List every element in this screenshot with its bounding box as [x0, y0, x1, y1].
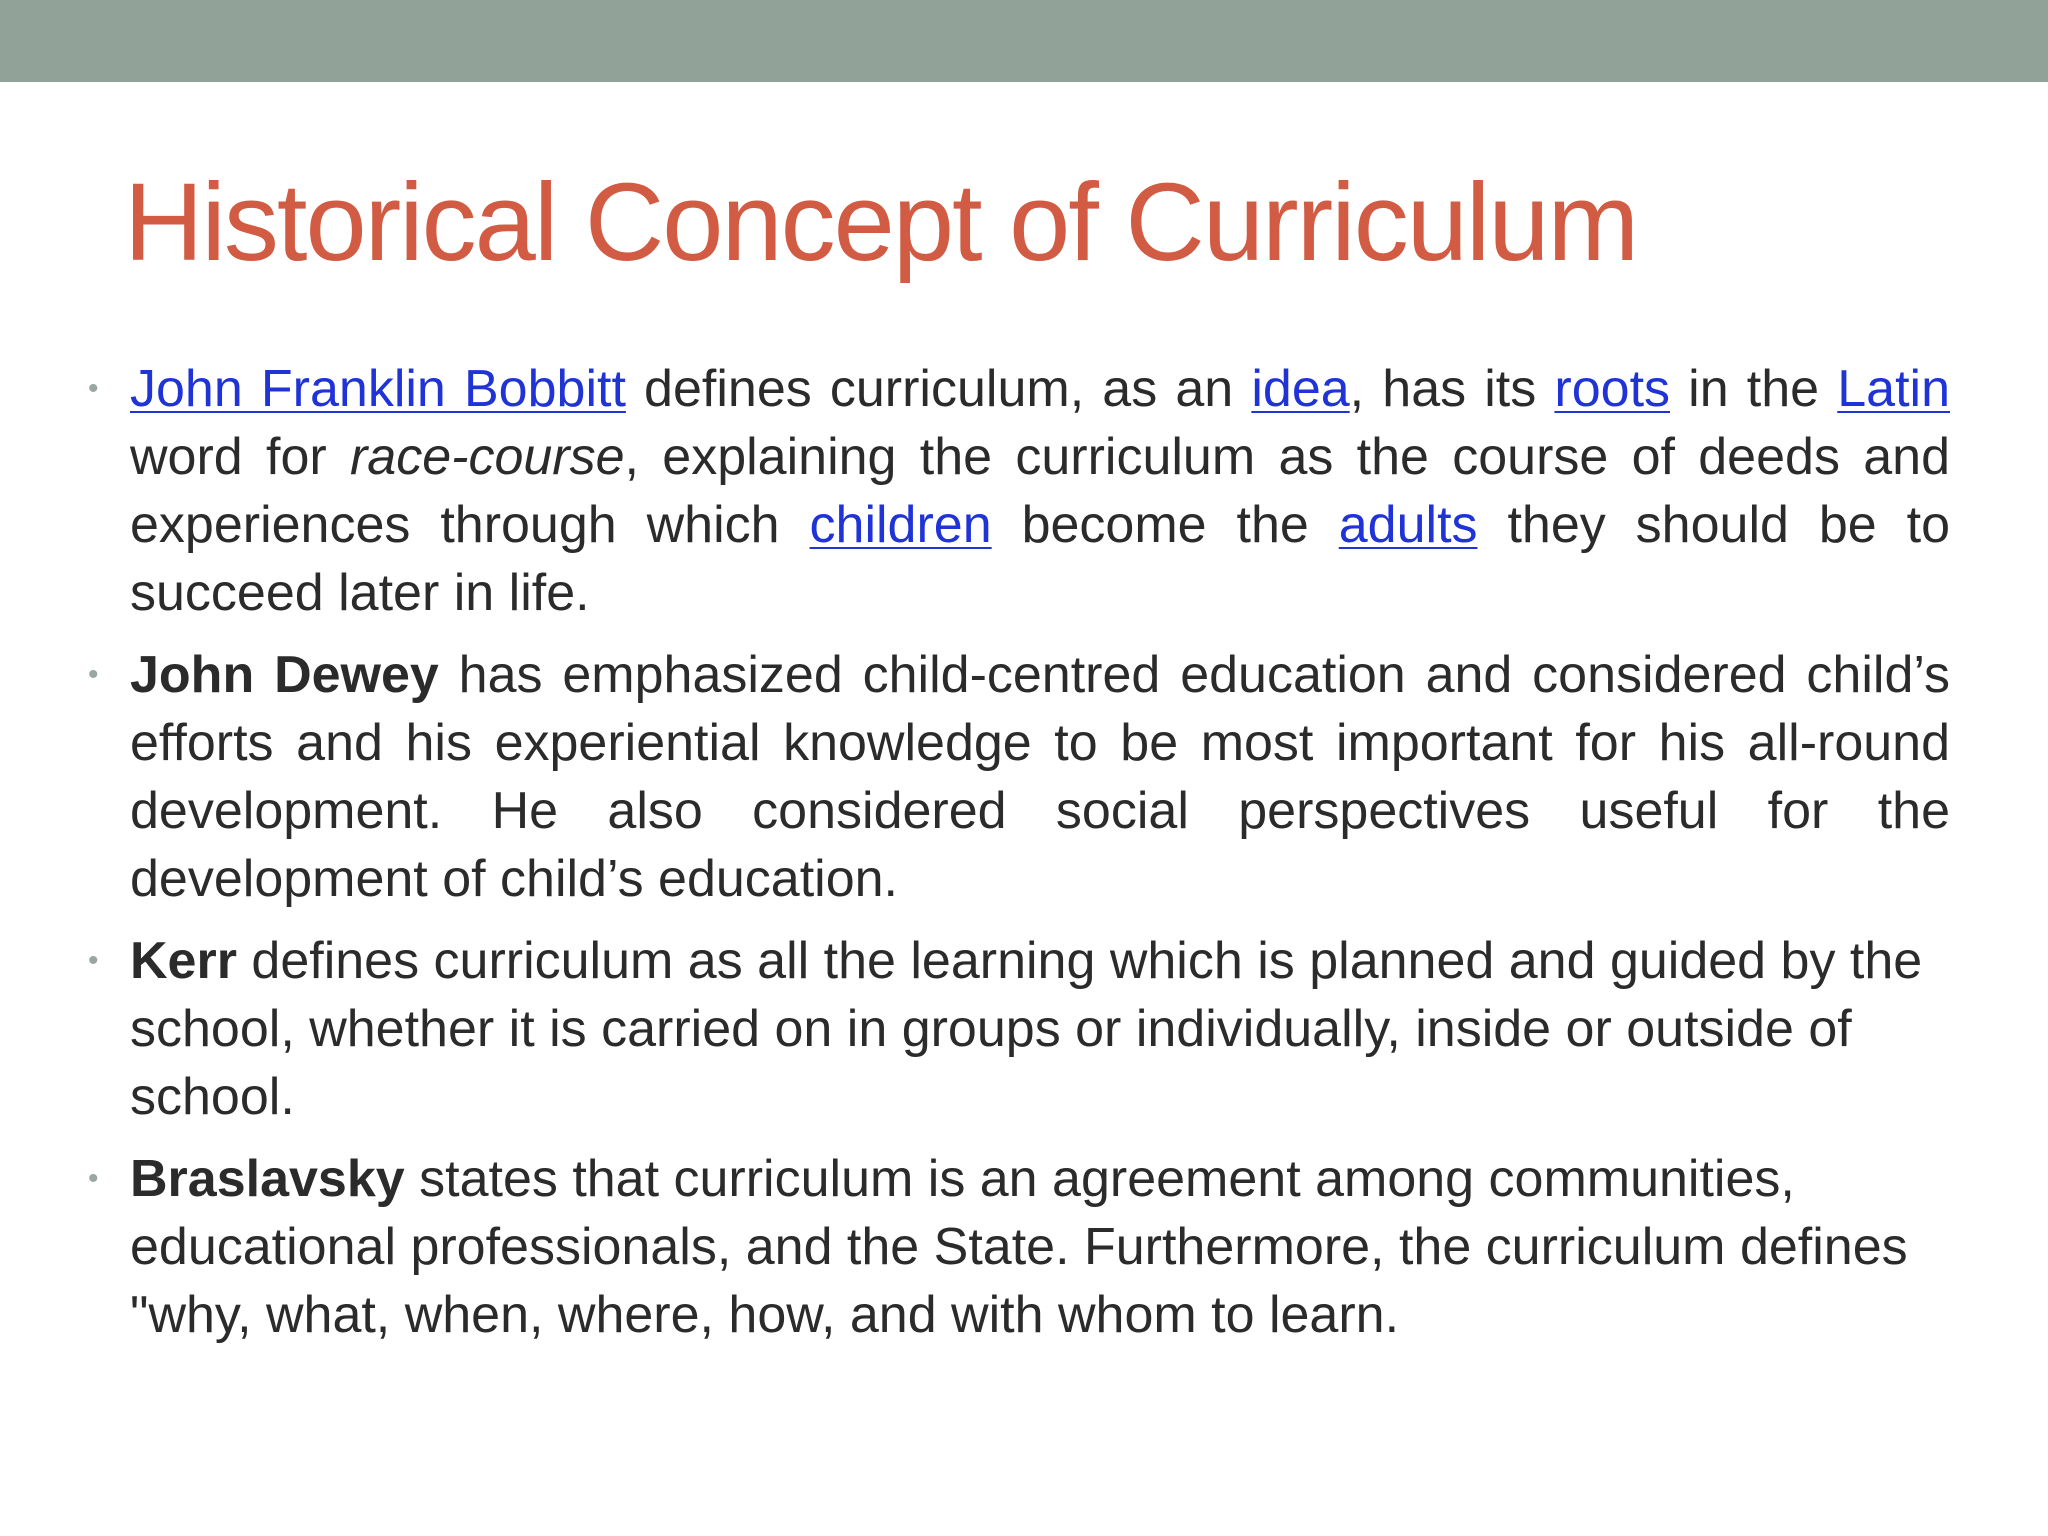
link-roots[interactable]: roots: [1554, 360, 1671, 418]
link-adults[interactable]: adults: [1338, 496, 1478, 554]
top-accent-bar: [0, 0, 2048, 82]
bullet-text: has emphasized child-centred education and considered child’s efforts and his experiential knowledge to be most important for his all-round development. He also considered social perspectives useful for the development of child’s education.: [130, 646, 1950, 908]
link-idea[interactable]: idea: [1251, 360, 1350, 418]
bullet-item: [88, 927, 1950, 1131]
link-john-franklin-bobbitt[interactable]: John Franklin Bobbitt: [130, 360, 626, 418]
slide-title: Historical Concept of Curriculum: [124, 161, 1638, 284]
bullet-text: states that curriculum is an agreement among communities, educational professionals, and the State. Furthermore, the curriculum defines "why, what, when, where, how, and with whom to learn.: [130, 1150, 1908, 1344]
link-children[interactable]: children: [809, 496, 992, 554]
bullet-marker: •: [88, 372, 99, 405]
bullet-text: word for: [130, 428, 350, 486]
bullet-item: [88, 641, 1950, 913]
bullet-item: [88, 355, 1951, 627]
bullet-text: defines curriculum as all the learning which is planned and guided by the school, whether it is carried on in groups or individually, inside or outside of school.: [130, 932, 1923, 1126]
bullet-marker: •: [88, 1162, 99, 1195]
name-braslavsky: Braslavsky: [130, 1150, 405, 1208]
bullet-text: become the: [991, 496, 1339, 554]
bullet-text: in the: [1670, 360, 1838, 418]
link-latin[interactable]: Latin: [1837, 360, 1951, 418]
bullet-text: they should be to succeed later in life.: [130, 496, 1951, 622]
bullet-text: defines curriculum, as an: [625, 360, 1252, 418]
italic-term: race-course: [349, 428, 625, 486]
bullet-item: [88, 1145, 1950, 1349]
bullet-text: , explaining the curriculum as the course of deeds and experiences through which: [130, 428, 1950, 554]
name-john-dewey: John Dewey: [130, 646, 439, 704]
bullet-list: [88, 355, 1951, 1363]
bullet-marker: •: [88, 944, 99, 977]
bullet-marker: •: [88, 658, 99, 691]
name-kerr: Kerr: [130, 932, 237, 990]
bullet-text: , has its: [1349, 360, 1555, 418]
